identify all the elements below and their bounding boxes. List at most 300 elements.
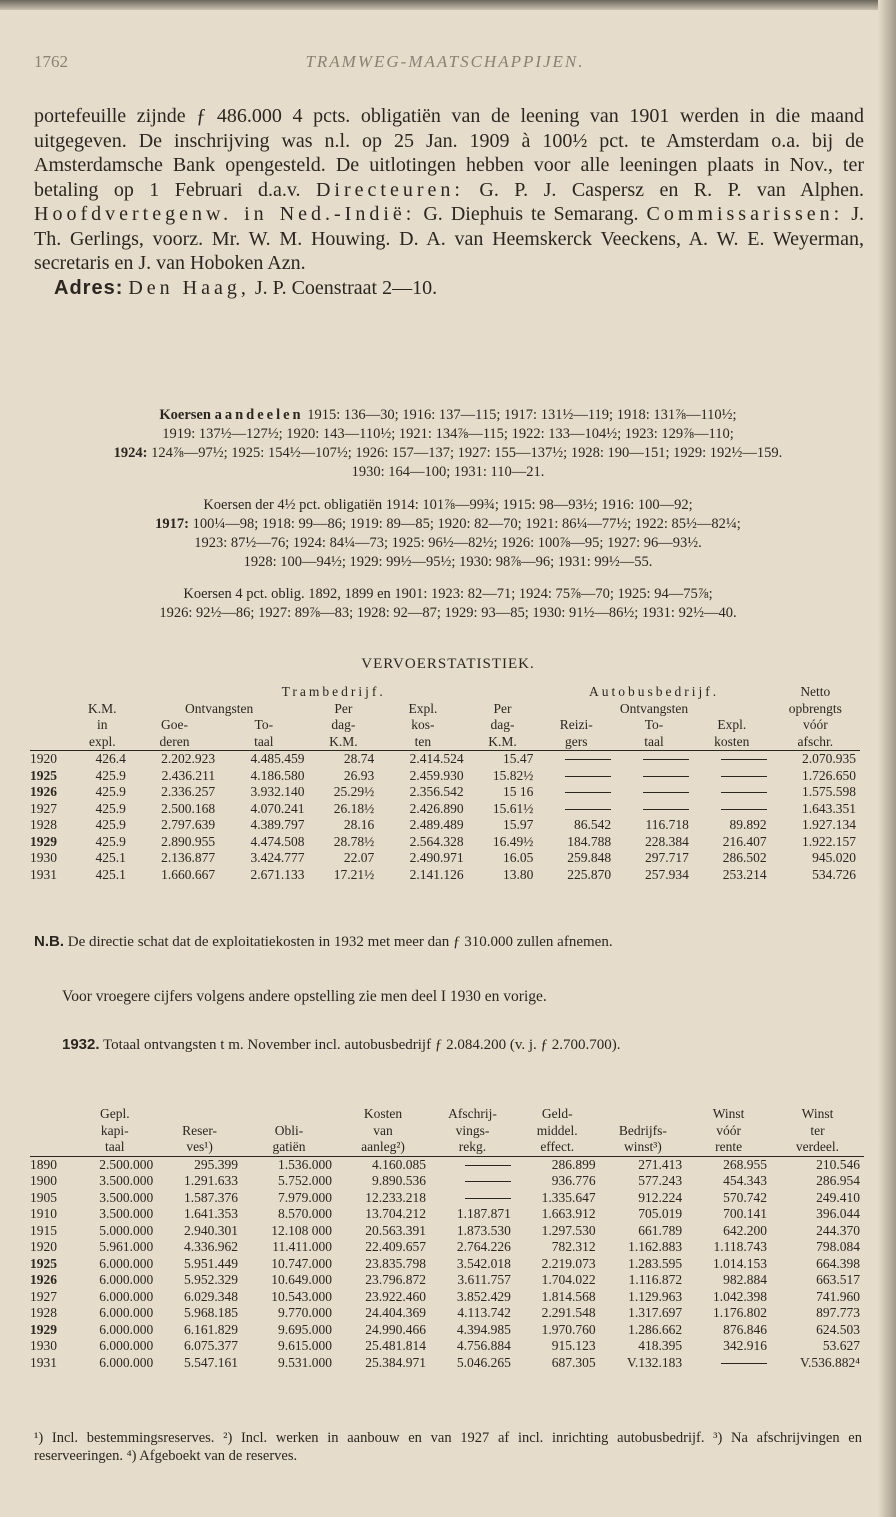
value-cell: 6.000.000	[99, 1354, 154, 1370]
value-cell: 782.312	[551, 1239, 596, 1254]
col-header: Expl.	[717, 717, 747, 732]
value-cell: 4.474.508	[250, 833, 305, 849]
col-header: van	[373, 1122, 393, 1138]
value-cell: 1.704.022	[541, 1272, 596, 1287]
value-cell: 2.202.923	[161, 751, 216, 766]
directeuren: G. P. J. Caspersz en R. P. van Alphen.	[479, 178, 865, 201]
value-cell: 15.82½	[492, 767, 534, 783]
year-1932-label: 1932.	[62, 1036, 100, 1053]
value-cell: 286.502	[722, 850, 767, 865]
empty-dash	[721, 792, 767, 793]
value-cell: 20.563.391	[365, 1222, 427, 1238]
value-cell: 286.954	[816, 1173, 860, 1188]
value-cell: 228.384	[645, 833, 689, 849]
value-cell: 425.9	[95, 767, 126, 783]
col-header: expl.	[88, 733, 116, 749]
table-header-row	[30, 734, 860, 751]
year-cell: 1931	[30, 1354, 57, 1370]
value-cell: 53.627	[822, 1338, 860, 1353]
value-cell: 257.934	[645, 866, 689, 882]
value-cell: 28.74	[343, 751, 375, 766]
value-cell: 687.305	[551, 1354, 596, 1370]
col-header: vóór	[716, 1122, 741, 1138]
col-header: verdeel.	[795, 1139, 840, 1154]
empty-dash	[721, 809, 767, 810]
koersen-line: 100¼—98; 1918: 99—86; 1919: 89—85; 1920: 82—70; 1921: 86¼—77½; 1922: 85½—82¼;	[192, 516, 741, 532]
value-cell: 4.160.085	[372, 1156, 427, 1172]
value-cell: 1.042.398	[712, 1288, 767, 1304]
koersen-line: 1928: 100—94½; 1929: 99½—95½; 1930: 98⅞—96; 1931: 99½—55.	[243, 554, 653, 570]
col-header: taal	[254, 733, 274, 749]
value-cell: 1.970.760	[541, 1321, 596, 1337]
value-cell: 249.410	[816, 1189, 860, 1205]
value-cell	[537, 801, 615, 818]
col-header: deren	[159, 733, 190, 749]
value-cell	[693, 784, 771, 801]
koersen-line: Koersen der 4½ pct. obligatiën 1914: 101⅞—99¾; 1915: 98—93½; 1916: 100—92;	[203, 497, 693, 513]
empty-dash	[565, 809, 611, 810]
koersen-aandeelen	[30, 406, 866, 482]
value-cell: 210.546	[816, 1156, 860, 1172]
value-cell: 3.852.429	[456, 1288, 511, 1304]
value-cell: 1.176.802	[712, 1305, 767, 1320]
value-cell: 216.407	[722, 833, 767, 849]
page-number: 1762	[34, 52, 68, 71]
value-cell: 396.044	[816, 1206, 860, 1221]
col-header: rente	[715, 1139, 743, 1154]
value-cell: 26.18½	[333, 800, 375, 816]
value-cell: 6.000.000	[99, 1288, 154, 1304]
value-cell: V.132.183	[626, 1354, 683, 1370]
value-cell: 1.927.134	[802, 817, 856, 832]
value-cell: 5.961.000	[99, 1239, 154, 1254]
value-cell: 17.21½	[333, 866, 375, 882]
value-cell: 6.000.000	[99, 1255, 154, 1271]
col-header	[157, 1106, 242, 1123]
value-cell: 2.414.524	[409, 751, 464, 766]
col-header: Geld-	[541, 1106, 573, 1121]
year-cell: 1905	[30, 1189, 57, 1205]
value-cell: 705.019	[638, 1206, 683, 1221]
value-cell: 426.4	[95, 751, 126, 766]
value-cell: 12.108 000	[271, 1222, 333, 1238]
table-row	[30, 1322, 864, 1339]
page-header	[34, 48, 856, 78]
value-cell: 1.814.568	[541, 1288, 596, 1304]
value-cell: 1.536.000	[278, 1156, 333, 1172]
value-cell	[430, 1173, 515, 1190]
year-cell: 1931	[30, 866, 57, 882]
value-cell: 2.890.955	[161, 833, 216, 849]
col-header: afschr.	[797, 733, 834, 749]
value-cell: 6.000.000	[99, 1272, 154, 1287]
group-autobusbedrijf: Autobusbedrijf.	[588, 684, 720, 699]
table-row	[30, 1206, 864, 1223]
year-cell: 1890	[30, 1156, 57, 1172]
table-row	[30, 834, 860, 851]
value-cell: 624.503	[816, 1321, 860, 1337]
value-cell: 2.336.257	[161, 784, 216, 799]
col-header: K.M.	[488, 733, 517, 749]
label-adres: Adres:	[54, 276, 124, 299]
value-cell: 663.517	[816, 1272, 860, 1287]
table-header-row	[30, 717, 860, 734]
value-cell: 9.770.000	[278, 1305, 333, 1320]
nb-note	[34, 933, 864, 951]
value-cell: 3.500.000	[99, 1173, 154, 1188]
value-cell: 15.61½	[492, 800, 534, 816]
value-cell: 28.16	[343, 817, 375, 832]
value-cell: 1.118.743	[713, 1239, 767, 1254]
year-cell: 1920	[30, 751, 57, 766]
year-cell: 1929	[30, 1321, 57, 1337]
balans-table	[30, 1106, 864, 1371]
value-cell	[693, 751, 771, 768]
hoofdvertegenwoordiger: G. Diephuis te Semarang.	[423, 203, 639, 225]
table-row	[30, 1338, 864, 1355]
value-cell: 24.990.466	[365, 1321, 427, 1337]
year-cell: 1926	[30, 784, 57, 799]
col-header: K.M.	[88, 700, 117, 716]
value-cell: 4.186.580	[250, 767, 305, 783]
year-cell: 1928	[30, 817, 57, 832]
value-cell: 5.000.000	[99, 1222, 154, 1238]
note-1932	[34, 1036, 864, 1054]
value-cell: 425.1	[95, 850, 126, 865]
table-row	[30, 768, 860, 785]
empty-dash	[465, 1181, 511, 1182]
col-header: kos-	[411, 717, 435, 732]
table-header-row	[30, 1123, 864, 1140]
value-cell: 5.951.449	[183, 1255, 238, 1271]
value-cell: 1.641.353	[183, 1206, 238, 1221]
value-cell: 15.47	[503, 751, 534, 766]
value-cell: 5.952.329	[183, 1272, 238, 1287]
value-cell: 271.413	[638, 1156, 683, 1172]
address-line	[34, 276, 864, 301]
value-cell: 3.500.000	[99, 1206, 154, 1221]
year-cell: 1925	[30, 1255, 57, 1271]
vervoerstatistiek-title: VERVOERSTATISTIEK.	[361, 656, 535, 672]
value-cell: 912.224	[638, 1189, 683, 1205]
value-cell: V.536.882⁴	[800, 1354, 860, 1370]
value-cell: 1.187.871	[456, 1206, 511, 1221]
value-cell: 89.892	[729, 817, 767, 832]
year-cell: 1930	[30, 1338, 57, 1353]
year-cell: 1926	[30, 1272, 57, 1287]
value-cell: 2.797.639	[161, 817, 216, 832]
value-cell: 295.399	[194, 1156, 238, 1172]
empty-dash	[465, 1165, 511, 1166]
value-cell: 1.297.530	[541, 1222, 596, 1238]
koersen-line: 124⅞—97½; 1925: 154½—107½; 1926: 157—137; 1927: 155—137½; 1928: 190—151; 1929: 192½—159.	[151, 445, 783, 461]
empty-dash	[643, 776, 689, 777]
value-cell: 2.500.000	[99, 1156, 154, 1172]
value-cell: 3.542.018	[456, 1255, 511, 1271]
value-cell: 25.384.971	[365, 1354, 427, 1370]
value-cell: 2.564.328	[409, 833, 464, 849]
koersen-obligaties-4	[30, 585, 866, 623]
value-cell: 425.1	[95, 866, 126, 882]
col-header: dag-	[331, 717, 356, 732]
col-header: Ontvangsten	[619, 700, 689, 716]
year-cell: 1900	[30, 1173, 57, 1188]
koersen-year: 1917:	[155, 516, 189, 532]
table-row	[30, 1223, 864, 1240]
value-cell: 244.370	[816, 1222, 860, 1238]
value-cell: 936.776	[551, 1173, 596, 1188]
koersen-line: 1923: 87½—76; 1924: 84¼—73; 1925: 96½—82½; 1926: 100⅞—95; 1927: 96—93½.	[194, 535, 702, 551]
value-cell: 5.968.185	[183, 1305, 238, 1320]
value-cell: 2.671.133	[250, 866, 305, 882]
col-header: Obli-	[274, 1122, 304, 1138]
value-cell: 1.129.963	[628, 1288, 683, 1304]
value-cell: 23.796.872	[365, 1272, 427, 1287]
value-cell: 661.789	[638, 1222, 683, 1238]
col-header: Expl.	[408, 700, 438, 716]
value-cell: 425.9	[95, 817, 126, 832]
year-1932-text: Totaal ontvangsten t m. November incl. autobusbedrijf ƒ 2.084.200 (v. j. ƒ 2.700.700).	[103, 1037, 621, 1053]
value-cell: 259.848	[567, 850, 612, 865]
scan-right-edge	[878, 0, 896, 1517]
value-cell	[615, 751, 693, 768]
adres-street: J. P. Coenstraat 2—10.	[254, 276, 438, 299]
table-row	[30, 817, 860, 834]
value-cell: 577.243	[638, 1173, 683, 1188]
empty-dash	[643, 792, 689, 793]
value-cell: 4.336.962	[183, 1239, 238, 1254]
value-cell: 286.899	[551, 1156, 596, 1172]
value-cell: 1.335.647	[541, 1189, 596, 1205]
value-cell: 1.317.697	[628, 1305, 683, 1320]
col-header: winst³)	[624, 1139, 662, 1154]
empty-dash	[721, 1363, 767, 1364]
value-cell: 9.890.536	[372, 1173, 427, 1188]
empty-dash	[565, 792, 611, 793]
value-cell: 2.426.890	[409, 800, 464, 816]
year-cell: 1910	[30, 1206, 57, 1221]
value-cell: 1.291.633	[183, 1173, 238, 1188]
value-cell	[537, 751, 615, 768]
value-cell: 25.29½	[333, 784, 375, 799]
value-cell: 4.070.241	[250, 800, 305, 816]
col-header: rekg.	[458, 1139, 487, 1154]
koersen-line: 1930: 164—100; 1931: 110—21.	[351, 464, 545, 480]
value-cell: 418.395	[638, 1338, 683, 1353]
value-cell: 897.773	[816, 1305, 860, 1320]
koersen-line: 1926: 92½—86; 1927: 89⅞—83; 1928: 92—87; 1929: 93—85; 1930: 91½—86½; 1931: 92½—40.	[159, 605, 737, 621]
value-cell: 253.214	[722, 866, 767, 882]
value-cell: 4.485.459	[250, 751, 305, 766]
col-header: Winst	[712, 1106, 745, 1121]
value-cell: 1.162.883	[628, 1239, 683, 1254]
intro-text	[34, 104, 864, 300]
koersen-line: 1915: 136—30; 1916: 137—115; 1917: 131½—119; 1918: 131⅞—110½;	[307, 407, 737, 423]
value-cell	[537, 784, 615, 801]
value-cell: 2.500.168	[161, 800, 216, 816]
value-cell: 4.113.742	[457, 1305, 511, 1320]
year-cell: 1929	[30, 833, 57, 849]
value-cell: 2.490.971	[409, 850, 464, 865]
value-cell: 9.695.000	[278, 1321, 333, 1337]
table-header-row	[30, 701, 860, 718]
col-header: dag-	[490, 717, 515, 732]
value-cell: 10.747.000	[271, 1255, 333, 1271]
col-header: taal	[105, 1139, 125, 1154]
value-cell: 2.136.877	[161, 850, 216, 865]
value-cell: 425.9	[95, 784, 126, 799]
value-cell: 23.835.798	[365, 1255, 427, 1271]
value-cell: 24.404.369	[365, 1305, 427, 1320]
col-header: Goe-	[161, 717, 189, 732]
year-cell: 1927	[30, 1288, 57, 1304]
table-row	[30, 1156, 864, 1173]
table-row	[30, 850, 860, 867]
value-cell: 2.219.073	[541, 1255, 596, 1271]
year-cell: 1920	[30, 1239, 57, 1254]
value-cell	[615, 801, 693, 818]
table-row	[30, 1272, 864, 1289]
value-cell: 9.531.000	[278, 1354, 333, 1370]
koersen-line: 1919: 137½—127½; 1920: 143—110½; 1921: 134⅞—115; 1922: 133—104½; 1923: 129⅞—110;	[162, 426, 734, 442]
value-cell: 184.788	[567, 833, 612, 849]
table-row	[30, 784, 860, 801]
value-cell: 10.649.000	[271, 1272, 333, 1287]
adres-city: Den Haag,	[128, 276, 250, 299]
value-cell	[537, 768, 615, 785]
value-cell: 22.409.657	[365, 1239, 427, 1254]
value-cell: 25.481.814	[365, 1338, 427, 1353]
value-cell: 22.07	[343, 850, 375, 865]
value-cell: 13.704.212	[365, 1206, 427, 1221]
value-cell: 6.161.829	[183, 1321, 238, 1337]
value-cell: 1.116.872	[628, 1272, 683, 1287]
table-row	[30, 751, 860, 768]
value-cell: 1.575.598	[802, 784, 856, 799]
value-cell: 6.000.000	[99, 1305, 154, 1320]
value-cell: 425.9	[95, 833, 126, 849]
value-cell: 3.611.757	[457, 1272, 511, 1287]
value-cell: 1.873.530	[456, 1222, 511, 1238]
year-cell: 1928	[30, 1305, 57, 1320]
table-row	[30, 1173, 864, 1190]
value-cell: 8.570.000	[278, 1206, 333, 1221]
value-cell: 5.752.000	[278, 1173, 333, 1188]
value-cell: 2.940.301	[183, 1222, 238, 1238]
table-row	[30, 1355, 864, 1372]
col-header: Reser-	[182, 1122, 218, 1138]
value-cell: 2.764.226	[456, 1239, 511, 1254]
year-cell: 1915	[30, 1222, 57, 1238]
col-header: kapi-	[100, 1122, 129, 1138]
table-row	[30, 1239, 864, 1256]
col-header: gers	[565, 733, 588, 749]
value-cell: 915.123	[551, 1338, 596, 1353]
value-cell: 534.726	[812, 866, 856, 882]
year-cell: 1925	[30, 767, 57, 783]
value-cell: 5.046.265	[456, 1354, 511, 1370]
value-cell: 6.000.000	[99, 1321, 154, 1337]
value-cell: 10.543.000	[271, 1288, 333, 1304]
col-header: taal	[644, 733, 664, 749]
col-header: ten	[414, 733, 432, 749]
value-cell: 342.916	[723, 1338, 767, 1353]
value-cell: 876.846	[723, 1321, 767, 1337]
value-cell: 15.97	[503, 817, 534, 832]
value-cell: 11.411.000	[272, 1239, 333, 1254]
value-cell: 16.49½	[492, 833, 534, 849]
value-cell: 1.283.595	[628, 1255, 683, 1271]
value-cell	[615, 784, 693, 801]
col-header: Winst	[801, 1106, 834, 1121]
empty-dash	[465, 1198, 511, 1199]
value-cell: 798.084	[816, 1239, 860, 1254]
vroegere-text: Voor vroegere cijfers volgens andere opstelling zie men deel I 1930 en vorige.	[62, 988, 547, 1005]
intro-leening: portefeuille zijnde ƒ 486.000 4 pcts. obligatiën van de leening van 1901 werden in die maand uitgegeven. De inschrijving was n.l. op 25 Jan. 1909 à 100½ pct. te Amsterdam o.a. bij de Amsterdamsche Bank opengesteld. De uitlotingen hebben voor alle leeningen plaats in Nov., ter betaling op 1 Februari d.a.v.	[34, 105, 864, 201]
col-header: ves¹)	[186, 1139, 213, 1154]
nb-text: De directie schat dat de exploitatiekosten in 1932 met meer dan ƒ 310.000 zullen afnemen.	[67, 934, 613, 950]
col-header: Bedrijfs-	[618, 1122, 667, 1138]
running-title: TRAMWEG-MAATSCHAPPIJEN.	[305, 52, 585, 71]
col-header: opbrengts	[788, 700, 842, 716]
value-cell: 13.80	[503, 866, 534, 882]
value-cell: 2.291.548	[541, 1305, 596, 1320]
empty-dash	[565, 759, 611, 760]
value-cell	[686, 1355, 771, 1372]
value-cell: 6.075.377	[183, 1338, 238, 1353]
value-cell	[430, 1190, 515, 1207]
col-header: vings-	[455, 1122, 490, 1138]
table-row	[30, 1305, 864, 1322]
value-cell: 2.070.935	[802, 751, 856, 766]
group-netto: Netto	[800, 684, 831, 699]
value-cell: 1.014.153	[712, 1255, 767, 1271]
value-cell: 664.398	[816, 1255, 860, 1271]
value-cell: 642.200	[723, 1222, 767, 1238]
value-cell: 15 16	[503, 784, 534, 799]
table-header-row	[30, 684, 860, 701]
col-header: middel.	[536, 1122, 578, 1138]
vroegere-cijfers-note	[34, 988, 864, 1006]
aandeelen-label: aandeelen	[214, 407, 304, 423]
col-header	[600, 1106, 687, 1123]
value-cell: 1.660.667	[161, 866, 216, 882]
value-cell: 2.141.126	[409, 866, 464, 882]
value-cell: 116.718	[645, 817, 689, 832]
value-cell	[693, 768, 771, 785]
value-cell: 1.643.351	[802, 800, 856, 816]
value-cell: 982.884	[723, 1272, 767, 1287]
table-header-row	[30, 1139, 864, 1156]
footnotes	[34, 1430, 862, 1465]
col-header: Gepl.	[99, 1106, 130, 1121]
value-cell: 425.9	[95, 800, 126, 816]
value-cell: 3.932.140	[250, 784, 305, 799]
value-cell: 86.542	[574, 817, 612, 832]
col-header: To-	[254, 717, 274, 732]
empty-dash	[643, 759, 689, 760]
value-cell: 5.547.161	[183, 1354, 238, 1370]
value-cell: 6.029.348	[183, 1288, 238, 1304]
label-hoofdvertegenwoordiger: Hoofdvertegenw. in Ned.-Indië:	[34, 203, 416, 225]
col-header: Kosten	[363, 1106, 403, 1121]
value-cell: 3.424.777	[250, 850, 305, 865]
value-cell: 2.459.930	[409, 767, 464, 783]
koersen-obligaties-45	[30, 496, 866, 572]
col-header: K.M.	[329, 733, 358, 749]
col-header	[242, 1106, 336, 1123]
value-cell: 1.726.650	[802, 767, 856, 783]
